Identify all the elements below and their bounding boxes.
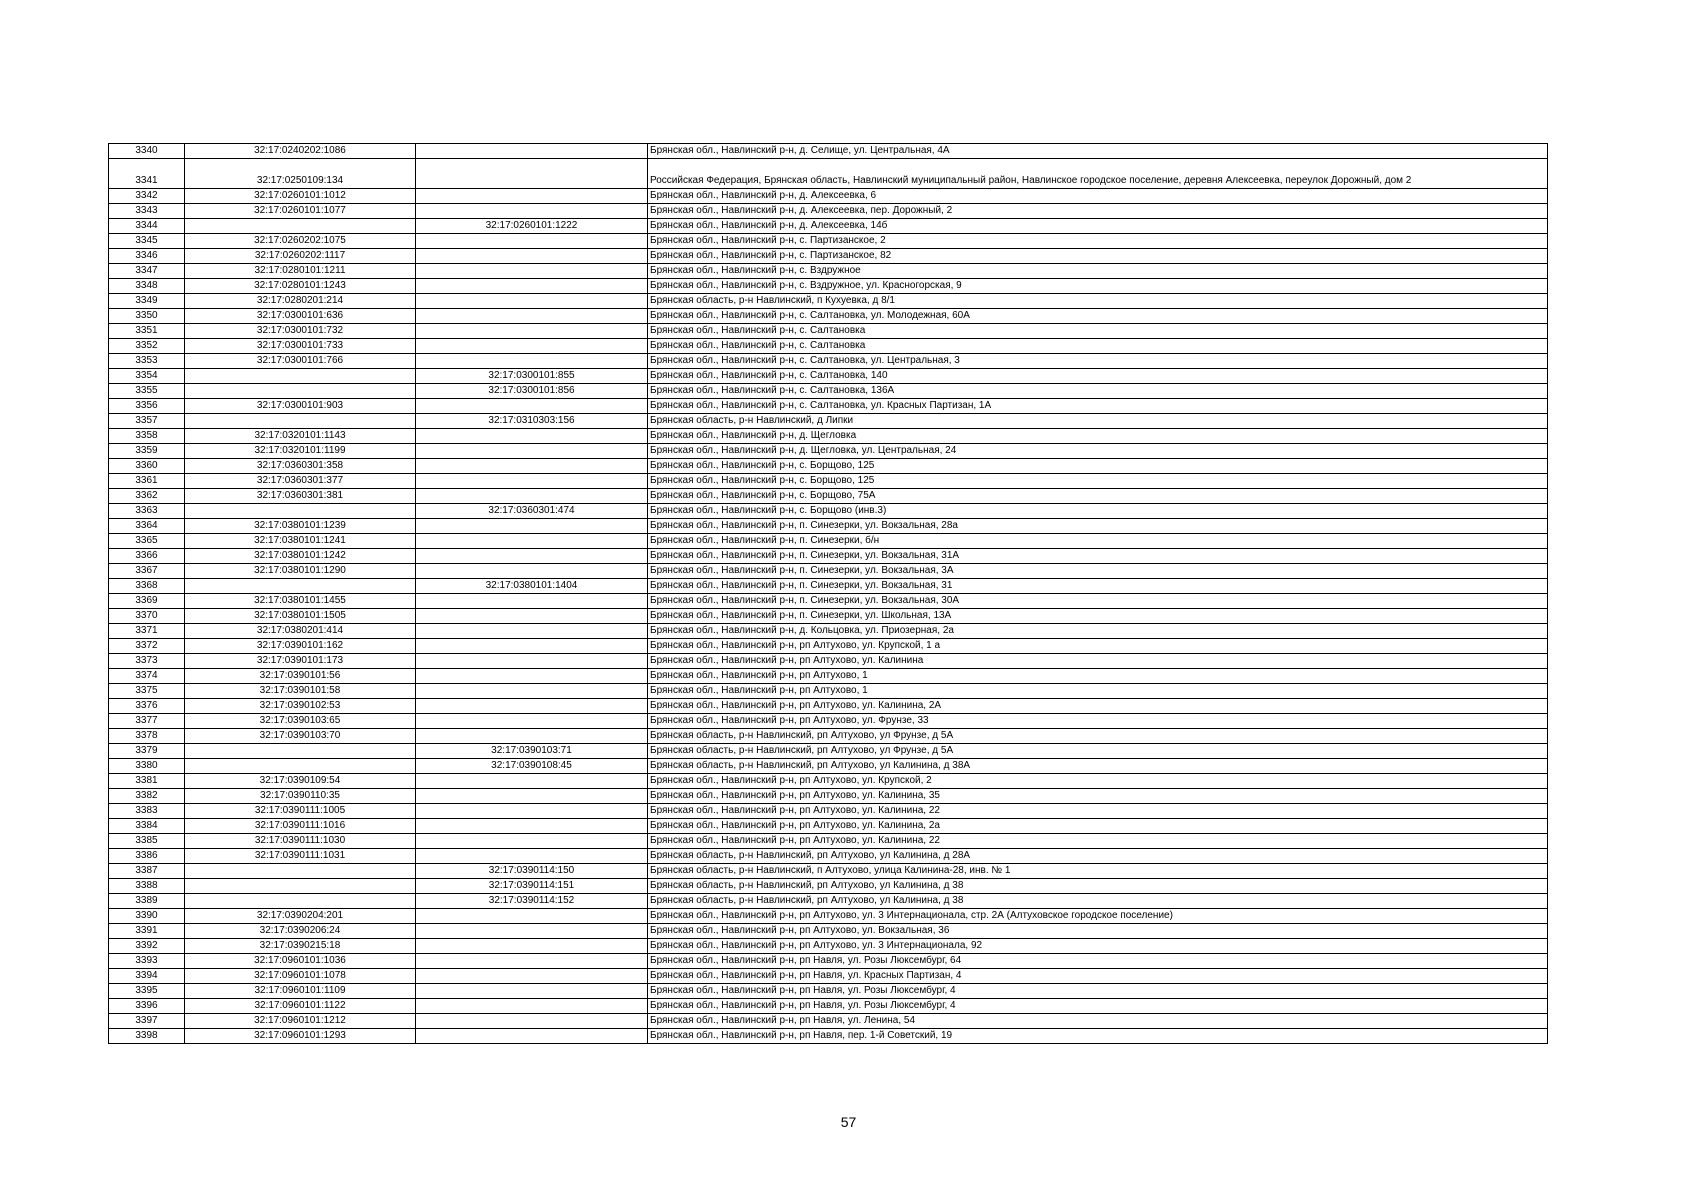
table-body	[109, 144, 1548, 1044]
table-row	[109, 189, 1548, 204]
cadastral-number-cell: 32:17:0390103:65	[185, 714, 416, 729]
table-row	[109, 324, 1548, 339]
cadastral-number-alt-cell	[416, 954, 648, 969]
cadastral-number-cell: 32:17:0320101:1199	[185, 444, 416, 459]
address-cell: Брянская обл., Навлинский р-н, рп Алтухово, ул. Вокзальная, 36	[648, 924, 1548, 939]
cadastral-number-cell: 32:17:0390204:201	[185, 909, 416, 924]
cadastral-number-alt-cell	[416, 234, 648, 249]
cadastral-number-cell: 32:17:0260101:1077	[185, 204, 416, 219]
table-row	[109, 684, 1548, 699]
cadastral-number-alt-cell: 32:17:0390108:45	[416, 759, 648, 774]
address-cell: Брянская обл., Навлинский р-н, п. Синезерки, ул. Вокзальная, 31А	[648, 549, 1548, 564]
cadastral-number-cell: 32:17:0390110:35	[185, 789, 416, 804]
cadastral-number-alt-cell	[416, 549, 648, 564]
row-number-cell: 3397	[109, 1014, 185, 1029]
address-cell: Брянская обл., Навлинский р-н, с. Партизанское, 82	[648, 249, 1548, 264]
cadastral-number-alt-cell	[416, 474, 648, 489]
address-cell: Брянская обл., Навлинский р-н, п. Синезерки, ул. Вокзальная, 30А	[648, 594, 1548, 609]
address-cell: Брянская область, р-н Навлинский, рп Алтухово, ул Фрунзе, д 5А	[648, 729, 1548, 744]
address-cell: Брянская обл., Навлинский р-н, с. Партизанское, 2	[648, 234, 1548, 249]
table-row	[109, 369, 1548, 384]
table-row	[109, 429, 1548, 444]
cadastral-number-cell: 32:17:0390101:58	[185, 684, 416, 699]
cadastral-number-cell: 32:17:0260101:1012	[185, 189, 416, 204]
address-cell: Брянская обл., Навлинский р-н, рп Навля, ул. Розы Люксембург, 4	[648, 999, 1548, 1014]
cadastral-number-alt-cell	[416, 624, 648, 639]
table-row	[109, 534, 1548, 549]
address-cell: Брянская обл., Навлинский р-н, д. Алексеевка, 6	[648, 189, 1548, 204]
address-cell: Брянская обл., Навлинский р-н, рп Алтухово, ул. Крупской, 1 а	[648, 639, 1548, 654]
row-number-cell: 3381	[109, 774, 185, 789]
row-number-cell: 3341	[109, 159, 185, 189]
cadastral-number-alt-cell	[416, 684, 648, 699]
table-row	[109, 474, 1548, 489]
cadastral-number-cell: 32:17:0390103:70	[185, 729, 416, 744]
table-row	[109, 879, 1548, 894]
cadastral-number-cell: 32:17:0390101:56	[185, 669, 416, 684]
cadastral-number-cell: 32:17:0320101:1143	[185, 429, 416, 444]
table-row	[109, 489, 1548, 504]
row-number-cell: 3353	[109, 354, 185, 369]
cadastral-number-cell: 32:17:0380101:1505	[185, 609, 416, 624]
address-cell: Брянская обл., Навлинский р-н, рп Навля, пер. 1-й Советский, 19	[648, 1029, 1548, 1044]
cadastral-number-cell: 32:17:0390111:1031	[185, 849, 416, 864]
cadastral-number-alt-cell	[416, 984, 648, 999]
row-number-cell: 3360	[109, 459, 185, 474]
address-cell: Брянская обл., Навлинский р-н, с. Салтановка	[648, 339, 1548, 354]
row-number-cell: 3362	[109, 489, 185, 504]
cadastral-number-alt-cell	[416, 309, 648, 324]
cadastral-number-cell: 32:17:0380201:414	[185, 624, 416, 639]
row-number-cell: 3395	[109, 984, 185, 999]
address-cell: Брянская обл., Навлинский р-н, п. Синезерки, б/н	[648, 534, 1548, 549]
cadastral-number-alt-cell	[416, 654, 648, 669]
row-number-cell: 3349	[109, 294, 185, 309]
cadastral-number-cell: 32:17:0960101:1036	[185, 954, 416, 969]
address-cell: Брянская обл., Навлинский р-н, рп Алтухово, ул. Калинина	[648, 654, 1548, 669]
cadastral-number-cell: 32:17:0300101:733	[185, 339, 416, 354]
row-number-cell: 3396	[109, 999, 185, 1014]
cadastral-number-cell: 32:17:0380101:1239	[185, 519, 416, 534]
cadastral-number-cell: 32:17:0390206:24	[185, 924, 416, 939]
cadastral-number-alt-cell: 32:17:0360301:474	[416, 504, 648, 519]
cadastral-number-alt-cell	[416, 924, 648, 939]
cadastral-number-alt-cell	[416, 264, 648, 279]
address-cell: Брянская обл., Навлинский р-н, с. Борщово (инв.3)	[648, 504, 1548, 519]
row-number-cell: 3386	[109, 849, 185, 864]
table-row	[109, 654, 1548, 669]
address-cell: Брянская обл., Навлинский р-н, рп Навля, ул. Ленина, 54	[648, 1014, 1548, 1029]
page-number: 57	[840, 1114, 857, 1130]
cadastral-number-cell: 32:17:0380101:1290	[185, 564, 416, 579]
address-cell: Брянская обл., Навлинский р-н, д. Алексеевка, пер. Дорожный, 2	[648, 204, 1548, 219]
table-row	[109, 144, 1548, 159]
cadastral-number-alt-cell	[416, 429, 648, 444]
row-number-cell: 3348	[109, 279, 185, 294]
cadastral-number-cell: 32:17:0280201:214	[185, 294, 416, 309]
address-cell: Брянская обл., Навлинский р-н, д. Щегловка, ул. Центральная, 24	[648, 444, 1548, 459]
cadastral-number-alt-cell	[416, 639, 648, 654]
cadastral-number-alt-cell	[416, 939, 648, 954]
address-cell: Брянская обл., Навлинский р-н, п. Синезерки, ул. Вокзальная, 31	[648, 579, 1548, 594]
table-row	[109, 804, 1548, 819]
table-row	[109, 354, 1548, 369]
cadastral-number-alt-cell	[416, 279, 648, 294]
address-cell: Брянская область, р-н Навлинский, рп Алтухово, ул Фрунзе, д 5А	[648, 744, 1548, 759]
address-cell: Брянская область, р-н Навлинский, рп Алтухово, ул Калинина, д 38А	[648, 759, 1548, 774]
row-number-cell: 3374	[109, 669, 185, 684]
row-number-cell: 3372	[109, 639, 185, 654]
cadastral-number-alt-cell: 32:17:0380101:1404	[416, 579, 648, 594]
address-cell: Брянская обл., Навлинский р-н, с. Вздружное, ул. Красногорская, 9	[648, 279, 1548, 294]
cadastral-number-cell	[185, 879, 416, 894]
cadastral-number-cell: 32:17:0960101:1212	[185, 1014, 416, 1029]
cadastral-number-cell: 32:17:0300101:636	[185, 309, 416, 324]
address-cell: Брянская обл., Навлинский р-н, п. Синезерки, ул. Вокзальная, 3А	[648, 564, 1548, 579]
address-cell: Брянская обл., Навлинский р-н, п. Синезерки, ул. Школьная, 13А	[648, 609, 1548, 624]
address-cell: Брянская обл., Навлинский р-н, д. Щегловка	[648, 429, 1548, 444]
table-row	[109, 1029, 1548, 1044]
address-cell: Брянская обл., Навлинский р-н, д. Селище, ул. Центральная, 4А	[648, 144, 1548, 159]
row-number-cell: 3384	[109, 819, 185, 834]
address-cell: Брянская обл., Навлинский р-н, с. Салтановка, ул. Центральная, 3	[648, 354, 1548, 369]
table-row	[109, 699, 1548, 714]
cadastral-number-alt-cell	[416, 144, 648, 159]
row-number-cell: 3380	[109, 759, 185, 774]
row-number-cell: 3389	[109, 894, 185, 909]
row-number-cell: 3367	[109, 564, 185, 579]
table-row	[109, 309, 1548, 324]
cadastral-number-cell: 32:17:0300101:732	[185, 324, 416, 339]
cadastral-number-alt-cell: 32:17:0310303:156	[416, 414, 648, 429]
table-row	[109, 249, 1548, 264]
address-cell: Брянская обл., Навлинский р-н, с. Вздружное	[648, 264, 1548, 279]
table-row	[109, 789, 1548, 804]
address-cell: Брянская область, р-н Навлинский, п Кухуевка, д 8/1	[648, 294, 1548, 309]
table-row	[109, 564, 1548, 579]
cadastral-number-cell	[185, 384, 416, 399]
address-cell: Брянская обл., Навлинский р-н, рп Навля, ул. Розы Люксембург, 64	[648, 954, 1548, 969]
cadastral-number-alt-cell: 32:17:0390114:151	[416, 879, 648, 894]
address-cell: Брянская обл., Навлинский р-н, с. Борщово, 125	[648, 474, 1548, 489]
cadastral-number-cell: 32:17:0960101:1078	[185, 969, 416, 984]
cadastral-number-alt-cell	[416, 1014, 648, 1029]
row-number-cell: 3392	[109, 939, 185, 954]
cadastral-number-alt-cell	[416, 714, 648, 729]
row-number-cell: 3358	[109, 429, 185, 444]
document-table	[108, 143, 1548, 1044]
cadastral-number-alt-cell	[416, 804, 648, 819]
cadastral-number-alt-cell	[416, 669, 648, 684]
cadastral-number-alt-cell	[416, 534, 648, 549]
cadastral-number-alt-cell	[416, 834, 648, 849]
table-row	[109, 234, 1548, 249]
row-number-cell: 3342	[109, 189, 185, 204]
address-cell: Брянская обл., Навлинский р-н, рп Алтухово, ул. Калинина, 22	[648, 804, 1548, 819]
cadastral-number-alt-cell: 32:17:0390103:71	[416, 744, 648, 759]
cadastral-number-cell: 32:17:0260202:1117	[185, 249, 416, 264]
table-row	[109, 639, 1548, 654]
table-row	[109, 384, 1548, 399]
row-number-cell: 3393	[109, 954, 185, 969]
address-cell: Брянская обл., Навлинский р-н, с. Салтановка, 136А	[648, 384, 1548, 399]
table-row	[109, 999, 1548, 1014]
cadastral-number-alt-cell	[416, 729, 648, 744]
cadastral-number-alt-cell	[416, 609, 648, 624]
address-cell: Брянская обл., Навлинский р-н, с. Салтановка, 140	[648, 369, 1548, 384]
table-row	[109, 579, 1548, 594]
cadastral-number-cell	[185, 894, 416, 909]
table-row	[109, 909, 1548, 924]
table-row	[109, 714, 1548, 729]
row-number-cell: 3385	[109, 834, 185, 849]
cadastral-number-cell	[185, 744, 416, 759]
table-row	[109, 339, 1548, 354]
cadastral-number-alt-cell	[416, 339, 648, 354]
address-cell: Брянская обл., Навлинский р-н, рп Алтухово, 1	[648, 684, 1548, 699]
address-cell: Брянская обл., Навлинский р-н, с. Салтановка, ул. Красных Партизан, 1А	[648, 399, 1548, 414]
row-number-cell: 3365	[109, 534, 185, 549]
cadastral-number-alt-cell	[416, 909, 648, 924]
table-row	[109, 219, 1548, 234]
cadastral-number-cell: 32:17:0240202:1086	[185, 144, 416, 159]
cadastral-number-alt-cell	[416, 324, 648, 339]
table-row	[109, 414, 1548, 429]
row-number-cell: 3371	[109, 624, 185, 639]
table-row	[109, 279, 1548, 294]
table-row	[109, 264, 1548, 279]
cadastral-number-alt-cell	[416, 774, 648, 789]
table-row	[109, 519, 1548, 534]
cadastral-number-alt-cell	[416, 1029, 648, 1044]
address-cell: Брянская обл., Навлинский р-н, рп Алтухово, ул. Фрунзе, 33	[648, 714, 1548, 729]
cadastral-number-alt-cell	[416, 249, 648, 264]
row-number-cell: 3355	[109, 384, 185, 399]
table-row	[109, 819, 1548, 834]
row-number-cell: 3368	[109, 579, 185, 594]
address-cell: Брянская обл., Навлинский р-н, рп Алтухово, ул. Калинина, 35	[648, 789, 1548, 804]
row-number-cell: 3369	[109, 594, 185, 609]
row-number-cell: 3375	[109, 684, 185, 699]
address-cell: Брянская область, р-н Навлинский, рп Алтухово, ул Калинина, д 38	[648, 879, 1548, 894]
cadastral-number-cell: 32:17:0300101:766	[185, 354, 416, 369]
row-number-cell: 3391	[109, 924, 185, 939]
row-number-cell: 3370	[109, 609, 185, 624]
cadastral-number-alt-cell	[416, 819, 648, 834]
cadastral-number-alt-cell	[416, 849, 648, 864]
address-cell: Брянская обл., Навлинский р-н, рп Алтухово, ул. Калинина, 2а	[648, 819, 1548, 834]
cadastral-number-cell: 32:17:0380101:1241	[185, 534, 416, 549]
cadastral-number-cell: 32:17:0250109:134	[185, 159, 416, 189]
row-number-cell: 3382	[109, 789, 185, 804]
cadastral-number-cell: 32:17:0380101:1242	[185, 549, 416, 564]
address-cell: Брянская обл., Навлинский р-н, с. Салтановка	[648, 324, 1548, 339]
table-row	[109, 1014, 1548, 1029]
cadastral-number-cell: 32:17:0390101:162	[185, 639, 416, 654]
cadastral-number-alt-cell: 32:17:0300101:856	[416, 384, 648, 399]
cadastral-number-alt-cell	[416, 159, 648, 189]
row-number-cell: 3351	[109, 324, 185, 339]
row-number-cell: 3398	[109, 1029, 185, 1044]
table-row	[109, 774, 1548, 789]
address-cell: Брянская обл., Навлинский р-н, с. Борщово, 75А	[648, 489, 1548, 504]
row-number-cell: 3364	[109, 519, 185, 534]
cadastral-number-cell: 32:17:0360301:358	[185, 459, 416, 474]
address-cell: Брянская обл., Навлинский р-н, рп Алтухово, ул. 3 Интернационала, стр. 2А (Алтуховское городское поселение)	[648, 909, 1548, 924]
cadastral-number-cell: 32:17:0280101:1211	[185, 264, 416, 279]
row-number-cell: 3388	[109, 879, 185, 894]
row-number-cell: 3357	[109, 414, 185, 429]
address-cell: Брянская обл., Навлинский р-н, с. Салтановка, ул. Молодежная, 60А	[648, 309, 1548, 324]
row-number-cell: 3352	[109, 339, 185, 354]
cadastral-number-alt-cell	[416, 189, 648, 204]
cadastral-number-cell: 32:17:0300101:903	[185, 399, 416, 414]
table-row	[109, 549, 1548, 564]
row-number-cell: 3383	[109, 804, 185, 819]
cadastral-number-cell: 32:17:0390101:173	[185, 654, 416, 669]
address-cell: Брянская обл., Навлинский р-н, рп Алтухово, ул. Калинина, 22	[648, 834, 1548, 849]
cadastral-number-alt-cell	[416, 204, 648, 219]
row-number-cell: 3347	[109, 264, 185, 279]
table-row	[109, 729, 1548, 744]
cadastral-number-cell: 32:17:0390111:1016	[185, 819, 416, 834]
table-row	[109, 984, 1548, 999]
address-cell: Брянская область, р-н Навлинский, рп Алтухово, ул Калинина, д 28А	[648, 849, 1548, 864]
address-cell: Брянская обл., Навлинский р-н, рп Алтухово, ул. Калинина, 2А	[648, 699, 1548, 714]
table-row	[109, 924, 1548, 939]
cadastral-number-alt-cell: 32:17:0390114:150	[416, 864, 648, 879]
cadastral-number-alt-cell: 32:17:0390114:152	[416, 894, 648, 909]
address-cell: Брянская область, р-н Навлинский, п Алтухово, улица Калинина-28, инв. № 1	[648, 864, 1548, 879]
address-cell: Брянская обл., Навлинский р-н, рп Алтухово, ул. Крупской, 2	[648, 774, 1548, 789]
cadastral-number-cell: 32:17:0380101:1455	[185, 594, 416, 609]
table-row	[109, 204, 1548, 219]
cadastral-number-cell: 32:17:0960101:1109	[185, 984, 416, 999]
cadastral-number-cell: 32:17:0280101:1243	[185, 279, 416, 294]
cadastral-number-alt-cell	[416, 399, 648, 414]
cadastral-number-cell: 32:17:0390102:53	[185, 699, 416, 714]
cadastral-number-alt-cell: 32:17:0300101:855	[416, 369, 648, 384]
table-row	[109, 504, 1548, 519]
cadastral-number-cell	[185, 219, 416, 234]
address-cell: Брянская обл., Навлинский р-н, п. Синезерки, ул. Вокзальная, 28а	[648, 519, 1548, 534]
cadastral-number-cell: 32:17:0390111:1030	[185, 834, 416, 849]
row-number-cell: 3390	[109, 909, 185, 924]
table-row	[109, 744, 1548, 759]
row-number-cell: 3379	[109, 744, 185, 759]
cadastral-number-cell: 32:17:0260202:1075	[185, 234, 416, 249]
row-number-cell: 3394	[109, 969, 185, 984]
cadastral-number-cell	[185, 369, 416, 384]
table-row	[109, 459, 1548, 474]
cadastral-number-alt-cell	[416, 459, 648, 474]
cadastral-number-alt-cell	[416, 999, 648, 1014]
cadastral-number-cell: 32:17:0960101:1293	[185, 1029, 416, 1044]
cadastral-number-alt-cell	[416, 699, 648, 714]
cadastral-number-cell	[185, 579, 416, 594]
row-number-cell: 3361	[109, 474, 185, 489]
cadastral-number-alt-cell	[416, 354, 648, 369]
address-cell: Брянская область, р-н Навлинский, д Липки	[648, 414, 1548, 429]
cadastral-number-cell: 32:17:0390215:18	[185, 939, 416, 954]
address-cell: Брянская обл., Навлинский р-н, рп Алтухово, ул. 3 Интернационала, 92	[648, 939, 1548, 954]
table-row	[109, 594, 1548, 609]
table-row	[109, 759, 1548, 774]
row-number-cell: 3356	[109, 399, 185, 414]
row-number-cell: 3359	[109, 444, 185, 459]
cadastral-number-cell: 32:17:0390109:54	[185, 774, 416, 789]
row-number-cell: 3387	[109, 864, 185, 879]
cadastral-number-alt-cell	[416, 294, 648, 309]
table-row	[109, 159, 1548, 189]
address-cell: Брянская обл., Навлинский р-н, рп Навля, ул. Розы Люксембург, 4	[648, 984, 1548, 999]
address-cell: Брянская обл., Навлинский р-н, рп Навля, ул. Красных Партизан, 4	[648, 969, 1548, 984]
cadastral-number-cell	[185, 504, 416, 519]
row-number-cell: 3343	[109, 204, 185, 219]
table-row	[109, 444, 1548, 459]
table-row	[109, 849, 1548, 864]
address-cell: Российская Федерация, Брянская область, Навлинский муниципальный район, Навлинское городское поселение, деревня Алексеевка, переулок Дорожный, дом 2	[648, 159, 1548, 189]
cadastral-number-cell: 32:17:0390111:1005	[185, 804, 416, 819]
table-row	[109, 939, 1548, 954]
address-cell: Брянская область, р-н Навлинский, рп Алтухово, ул Калинина, д 38	[648, 894, 1548, 909]
row-number-cell: 3363	[109, 504, 185, 519]
cadastral-number-alt-cell	[416, 789, 648, 804]
cadastral-number-cell: 32:17:0360301:377	[185, 474, 416, 489]
row-number-cell: 3345	[109, 234, 185, 249]
address-cell: Брянская обл., Навлинский р-н, д. Алексеевка, 14б	[648, 219, 1548, 234]
cadastral-number-alt-cell	[416, 564, 648, 579]
row-number-cell: 3350	[109, 309, 185, 324]
table-row	[109, 294, 1548, 309]
table-row	[109, 969, 1548, 984]
row-number-cell: 3346	[109, 249, 185, 264]
row-number-cell: 3366	[109, 549, 185, 564]
cadastral-number-alt-cell: 32:17:0260101:1222	[416, 219, 648, 234]
cadastral-number-alt-cell	[416, 969, 648, 984]
table-row	[109, 834, 1548, 849]
row-number-cell: 3373	[109, 654, 185, 669]
table-row	[109, 954, 1548, 969]
address-cell: Брянская обл., Навлинский р-н, с. Борщово, 125	[648, 459, 1548, 474]
cadastral-number-alt-cell	[416, 594, 648, 609]
row-number-cell: 3378	[109, 729, 185, 744]
table-row	[109, 609, 1548, 624]
cadastral-number-alt-cell	[416, 444, 648, 459]
row-number-cell: 3376	[109, 699, 185, 714]
cadastral-number-cell: 32:17:0360301:381	[185, 489, 416, 504]
address-cell: Брянская обл., Навлинский р-н, рп Алтухово, 1	[648, 669, 1548, 684]
address-cell: Брянская обл., Навлинский р-н, д. Кольцовка, ул. Приозерная, 2а	[648, 624, 1548, 639]
row-number-cell: 3340	[109, 144, 185, 159]
cadastral-number-alt-cell	[416, 519, 648, 534]
cadastral-number-cell	[185, 414, 416, 429]
row-number-cell: 3377	[109, 714, 185, 729]
table-row	[109, 894, 1548, 909]
cadastral-number-cell	[185, 759, 416, 774]
row-number-cell: 3344	[109, 219, 185, 234]
cadastral-number-alt-cell	[416, 489, 648, 504]
table-row	[109, 864, 1548, 879]
cadastral-number-cell: 32:17:0960101:1122	[185, 999, 416, 1014]
table-row	[109, 669, 1548, 684]
table-row	[109, 624, 1548, 639]
row-number-cell: 3354	[109, 369, 185, 384]
cadastral-number-cell	[185, 864, 416, 879]
table-row	[109, 399, 1548, 414]
